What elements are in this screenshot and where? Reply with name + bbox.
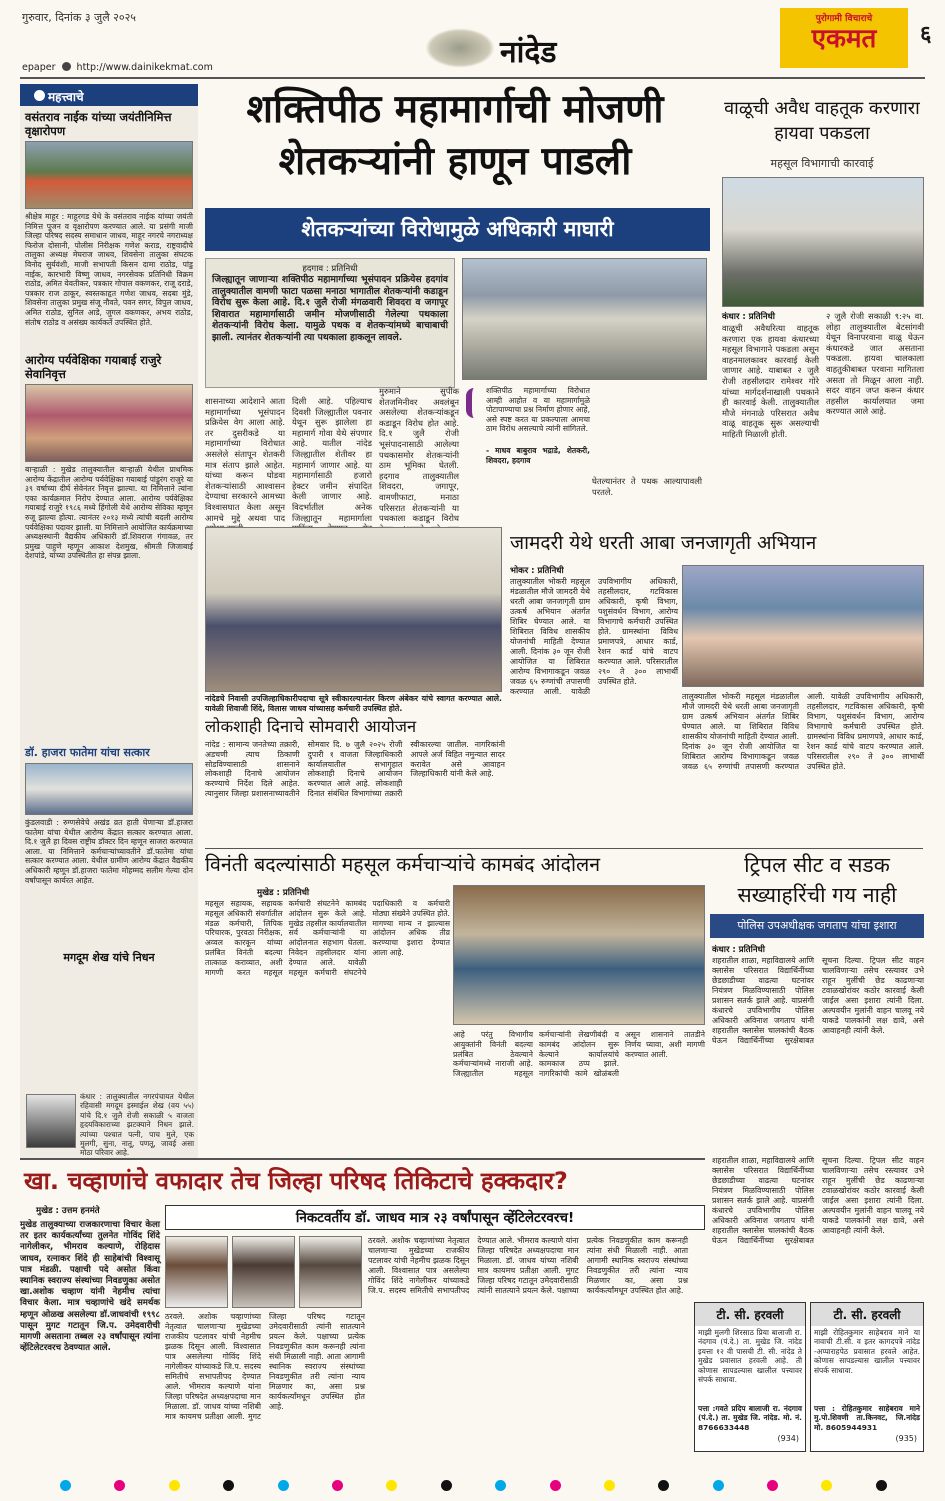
obituary-title: मगदूम शेख यांचे निधन	[63, 951, 155, 964]
lead-quote-box	[466, 386, 590, 468]
right-top-photo	[722, 177, 924, 307]
jamdari-body: तालुक्यातील भोकरी महसूल मंडळातील मौजे जामदरी येथे धरती आबा जनजागृती ग्राम उत्कर्ष अभियान अंतर्गत शिबिर घेण्यात आले. या शिबिरात विविध शासकीय योजनांची माहिती देण्यात आली. दिनांक ३० जून रोजी आयोजित या शिबिरात आरोग्य विभागाकडून जवळ जवळ ६५ रुग्णांची तपासणी करण्यात आली. यावेळी उपविभागीय अधिकारी, तहसीलदार, गटविकास अधिकारी, कृषी विभाग, पशुसंवर्धन विभाग, आरोग्य विभागाचे कर्मचारी उपस्थित होते. ग्रामस्थांना विविध प्रमाणपत्रे, आधार कार्ड, रेशन कार्ड यांचे वाटप करण्यात आले. परिसरातील २९० ते ३०० लाभार्थी उपस्थित होते.	[510, 577, 678, 696]
bottom-lead-headline: खा. चव्हाणांचे वफादार तेच जिल्हा परिषद तिकिटाचे हक्कदार?	[24, 1167, 568, 1195]
cyan-mark-icon	[60, 1480, 71, 1491]
yellow-mark-icon	[386, 1480, 397, 1491]
black-mark-icon	[876, 1480, 887, 1491]
quote-mark-icon	[466, 388, 482, 418]
lokshahi-body: नांदेड : सामान्य जनतेच्या तक्रारी, अडचणी त्याच ठिकाणी सोडविण्यासाठी शासनाने लोकशाही दिनाचे आयोजन करण्याचे निर्देश दिले आहेत. त्यानुसार जिल्हा प्रशासनाच्यावतीने सोमवार दि. ७ जुलै २०२५ रोजी दुपारी १ वाजता जिल्हाधिकारी कार्यालयातील सभागृहात लोकशाही दिनाचे आयोजन करण्यात आले आहे. लोकशाही दिनात संबंधित विभागांच्या तक्रारी स्वीकारल्या जातील. नागरिकांनी आपले अर्ज विहित नमुन्यात सादर करावेत असे आवाहन जिल्हाधिकारी यांनी केले आहे.	[205, 740, 505, 798]
jamdari-dateline: भोकर : प्रतिनिधी	[510, 566, 564, 576]
tripal-body: शहरातील शाळा, महाविद्यालये आणि क्लासेस परिसरात विद्यार्थिनींच्या छेडछाडीच्या वाढत्या घटनांवर नियंत्रण मिळविण्यासाठी पोलिस प्रशासन सतर्क झाले आहे. याप्रसंगी कंधारचे उपविभागीय पोलिस अधिकारी अविनाश जगताप यांनी शहरातील क्लासेस चालकांची बैठक घेऊन विद्यार्थिनींच्या सुरक्षेबाबत सूचना दिल्या. ट्रिपल सीट वाहन चालविणाऱ्या तसेच रस्त्यावर उभे राहून मुलींची छेड काढणाऱ्या टवाळखोरांवर कठोर कारवाई केली जाईल असा इशारा त्यांनी दिला. अल्पवयीन मुलांनी वाहन चालवू नये याकडे पालकांनी लक्ष द्यावे, असे आवाहनही त्यांनी केले.	[712, 956, 924, 1045]
lead-headline-1: शक्तिपीठ महामार्गाची मोजणी	[246, 87, 664, 132]
vinanti-body2: आहे परंतु विभागीय आयुक्तांनी विनंती बदल्या प्रलंबित ठेवल्याने कर्मचाऱ्यांमध्ये नाराजी आहे. जिल्ह्यातील महसूल कर्मचाऱ्यांनी लेखणीबंदी व कामबंद आंदोलन सुरू केल्याने कार्यालयांचे कामकाज ठप्प झाले. नागरिकांची कामे खोळंबली असून शासनाने तातडीने निर्णय घ्यावा, अशी मागणी करण्यात आली.	[453, 1030, 705, 1079]
obituary-photo	[26, 1094, 76, 1148]
yellow-mark-icon	[604, 1480, 615, 1491]
classified-ad-2	[810, 1302, 924, 1452]
sidebar-item2-body: बाऱ्हाळी : मुखेड तालुक्यातील बाऱ्हाळी येथील प्राथमिक आरोग्य केंद्रातील आरोग्य पर्यवेक्षिका गयाबाई पांडुरंग राजुरे या ३९ वर्षाच्या दीर्घ सेवेनंतर निवृत्त झाल्या. या निमित्ताने त्यांना एका कार्यक्रमात निरोप देण्यात आला. आरोग्य पर्यवेक्षिका गयाबाई राजुरे १९८६ मध्ये हिंगोली येथे आरोग्य सेविका म्हणून रुजू झाल्या होत्या. त्यानंतर २०१३ मध्ये त्यांची बदली आरोग्य पर्यवेक्षिका पदावर झाली. या निमित्ताने आयोजित कार्यक्रमाच्या अध्यक्षस्थानी वैद्यकीय अधिकारी डॉ.शिवराज गंगावळ, तर प्रमुख पाहुणे म्हणून आकाश देशमुख, श्रीमती जिजाबाई देशपांडे, यांच्या उपस्थितीत हा संपन्न झाला.	[25, 465, 193, 561]
lead-col4: घेतल्यानंतर ते पथक आल्यापावली परतले.	[592, 476, 702, 497]
right-top-sub: महसूल विभागाची कारवाई	[770, 157, 874, 170]
section-rule-1	[205, 848, 923, 849]
center-photo-caption: नांदेडचे निवासी उपजिल्हाधिकारीपदाचा सूत्रे स्वीकारल्यानंतर किरण अंबेकर यांचे स्वागत करण्यात आले. यावेळी शिवाजी शिंदे, विलास जाधव यांच्यासह कर्मचारी उपस्थित होते.	[205, 694, 502, 713]
globe-icon	[62, 62, 71, 71]
epaper-link[interactable]: epaper http://www.dainikekmat.com	[22, 62, 213, 73]
bottom-photo-2	[232, 1236, 295, 1308]
masthead-edition: नांदेड	[500, 35, 557, 70]
bottom-lead-body-cont: ठरवले. अशोक चव्हाणांच्या नेतृत्वात चालणाऱ्या मुखेडच्या राजकीय पटलावर यांची नेहमीच झळक दिसून आली. विश्वासात पात्र असलेल्या गोविंद शिंदे नागेलीकर यांच्याकडे जि.प. सदस्य समितीचे सभापतीपद देण्यात आले. भीमराव कल्याणे यांना जिल्हा परिषदेत अध्यक्षपदाचा मान मिळाला. डॉ. जाधव यांच्या नशिबी मात्र कायमच प्रतीक्षा आली. मुगट जिल्हा परिषद गटातून उमेदवारीसाठी त्यांनी सातत्याने प्रयत्न केले. पक्षाच्या प्रत्येक निवडणुकीत काम करूनही त्यांना संधी मिळाली नाही. आता आगामी स्थानिक स्वराज्य संस्थांच्या निवडणुकीत तरी त्यांना न्याय मिळणार का, असा प्रश्न कार्यकर्त्यांमधून उपस्थित होत आहे.	[368, 1236, 688, 1295]
registration-marks-bottom	[60, 1480, 890, 1494]
tripal-sub: पोलिस उपअधीक्षक जगताप यांचा इशारा	[710, 914, 924, 938]
right-top-dateline: कंधार : प्रतिनिधी	[722, 312, 775, 322]
lead-subhead: शेतकऱ्यांच्या विरोधामुळे अधिकारी माघारी	[205, 208, 710, 251]
sidebar-item1-body: श्रीक्षेत्र माहूर : माहूरगड येथे के वसंतराव नाईक यांच्या जयंती निमित्त पूजन व वृक्षारोपण करण्यात आले. या प्रसंगी माजी जिल्हा परिषद सदस्य समाधान जाधव, माहूर नगरचे नगराध्यक्ष फिरोज दोसानी, पोलीस निरीक्षक गणेश कराड, राष्ट्रवादीचे तालुका अध्यक्ष मेघराज जाधव, शिवसेना तालुका संघटक विनोद सुर्यवंशी, माजी सभापती किसन दामा राठोड, पांडु नाईक, कारभारी विष्णु जाधव, नगरसेवक प्रतिनिधी विक्रम राठोड, अमित येवतीकर, पत्रकार गोपाल वकणकर, राजू दराडे, पत्रकार राज ठाकूर, स्वस्तकाहृत गणेश जाधव, सदबा मुंडे, शिवसेना तालुका प्रमुख संजू नौवते, पवन सगर, विपुल जाधव, अमित राठोड, सुनिल आडे, जुगल वकणकर, अभय राठोड, संतोष राठोड व असंख्य कार्यकर्ते उपस्थित होते.	[25, 212, 193, 327]
sidebar-item3-body: कुंडलवाडी : रुग्णसेवेचे अखंड व्रत हाती घेणाऱ्या डॉ.हाजरा फातेमा यांचा येथील आरोग्य केंद्रात सत्कार करण्यात आला. दि.१ जुलै हा दिवस राष्ट्रीय डॉक्टर दिन म्हणून साजरा करण्यात आला. या निमित्ताने कर्मचाऱ्यांच्यावतीने डॉ.फातेमा यांचा सत्कार करण्यात आला. येथील ग्रामीण आरोग्य केंद्रात वैद्यकीय अधिकारी म्हणून डॉ.हाजरा फातेमा मोहम्मद सलीम गेल्या दोन वर्षांपासून कार्यरत आहेत.	[25, 818, 193, 885]
lead-col1: शासनाच्या आदेशाने आता महामार्गाच्या भूसंपादन प्रक्रियेस वेग आला आहे. तर दुसरीकडे या महामार्गाच्या विरोधात असलेले संतापून शेतकरी मात्र संताप झाले आहेत. यांच्या करून घोडवा शेतकऱ्यांसाठी आश्वासन देण्याचा सरकारने आमच्या विश्वासघात केला असून आमचे मुद्दे अथवा पाद	[205, 396, 285, 523]
tripal-dateline: कंधार : प्रतिनिधी	[712, 945, 765, 955]
lead-intro: जिल्ह्यातून जाणाऱ्या शक्तिपीठ महामार्गाच्या भूसंपादन प्रक्रियेस हदगांव तालुक्यातील वामणी फाटा पळसा मनाठा भागातील शेतकऱ्यांनी कडाडून विरोध सुरू केला आहे. दि.१ जुलै रोजी मंगळवारी शिवदरा व जगापूर शिवारात महामार्गासाठी जमीन मोजणीसाठी गेलेल्या पथकाला शेतकऱ्यांनी विरोध केला. यामुळे पथक व शेतकऱ्यांमध्ये बाचाबाची झाली. त्यानंतर शेतकऱ्यांनी त्या पथकाला हाकलून लावले.	[212, 274, 448, 343]
ad2-title: टी. सी. हरवली	[811, 1303, 923, 1326]
vinanti-headline: विनंती बदल्यांसाठी महसूल कर्मचाऱ्यांचे कामबंद आंदोलन	[205, 853, 601, 876]
jamdari-headline: जामदरी येथे धरती आबा जनजागृती अभियान	[510, 532, 817, 554]
sidebar-item1-title: वसंतराव नाईक यांच्या जयंतीनिमित्त वृक्षारोपण	[25, 110, 172, 138]
black-mark-icon	[441, 1480, 452, 1491]
vinanti-dateline: मुखेड : प्रतिनिधी	[257, 888, 310, 898]
lead-quote-by: - माधव बाबुराव भद्राडे, शेतकरी, शिवदरा, हदगाव	[486, 446, 590, 465]
masthead	[0, 0, 945, 82]
masthead-map-graphic	[425, 28, 495, 68]
vinanti-body: महसूल सहायक, सहायक महसूल अधिकारी संवर्गातील मंडळ कर्मचारी, लिपिक परिचारक, पुरवठा निरीक्षक, अव्वल कारकून यांच्या प्रलंबित विनंती बदल्या तात्काळ कराव्यात, अशी मागणी करत महसूल कर्मचारी संघटनेने कामबंद आंदोलन सुरू केले आहे. मुखेड तहसील कार्यालयातील सर्व कर्मचाऱ्यांनी या आंदोलनात सहभाग घेतला. निवेदन तहसीलदार यांना देण्यात आले. यावेळी महसूल कर्मचारी संघटनेचे पदाधिकारी व कर्मचारी मोठ्या संख्येने उपस्थित होते. मागण्या मान्य न झाल्यास आंदोलन अधिक तीव्र करण्याचा इशारा देण्यात आला आहे.	[205, 899, 450, 977]
cyan-mark-icon	[495, 1480, 506, 1491]
lead-intro-box	[205, 258, 455, 388]
lead-col3: मुरुमाने सुपीक शेतजमिनीवर अवलंबून असलेल्या शेतकऱ्यांकडून कडाडून विरोध होत आहे. दि.१ जुलै रोजी भूसंपादनासाठी आलेल्या पथकासमोर शेतकऱ्यांनी ठाम भूमिका घेतली. हदगाव तालुक्यातील शिवदरा, जगापूर, वामणीफाटा, मनाठा परिसरात शेतकऱ्यांनी या पथकाला कडाडून विरोध	[379, 386, 459, 524]
lead-headline-2: शेतकऱ्यांनी हाणून पाडली	[278, 139, 632, 184]
jamdari-body-right: तालुक्यातील भोकरी महसूल मंडळातील मौजे जामदरी येथे धरती आबा जनजागृती ग्राम उत्कर्ष अभियान अंतर्गत शिबिर घेण्यात आले. या शिबिरात विविध शासकीय योजनांची माहिती देण्यात आली. दिनांक ३० जून रोजी आयोजित या शिबिरात आरोग्य विभागाकडून जवळ जवळ ६५ रुग्णांची तपासणी करण्यात आली. यावेळी उपविभागीय अधिकारी, तहसीलदार, गटविकास अधिकारी, कृषी विभाग, पशुसंवर्धन विभाग, आरोग्य विभागाचे कर्मचारी उपस्थित होते. ग्रामस्थांना विविध प्रमाणपत्रे, आधार कार्ड, रेशन कार्ड यांचे वाटप करण्यात आले. परिसरातील २९० ते ३०० लाभार्थी उपस्थित होते.	[682, 692, 924, 771]
magenta-mark-icon	[332, 1480, 343, 1491]
sidebar-item2-title: आरोग्य पर्यवेक्षिका गयाबाई राजुरे सेवानिवृत्त	[25, 353, 162, 381]
classified-ad-1	[694, 1302, 806, 1452]
masthead-rule	[20, 77, 925, 79]
vinanti-photo	[453, 885, 705, 1025]
cyan-mark-icon	[278, 1480, 289, 1491]
lead-quote: शक्तिपीठ महामार्गाच्या विरोधात आम्ही आहोत व या महामार्गामुळे पोटापाण्याचा प्रश्न निर्माण होणार आहे, असे स्पष्ट करत या प्रकल्पाला आमचा ठाम विरोध असल्याचे त्यांनी सांगितले.	[486, 386, 590, 434]
center-photo	[205, 527, 502, 692]
logo-tagline: पुरोगामी विचाराचे	[815, 14, 873, 24]
lead-col2: दिली आहे. पहिल्याच दिवशी जिल्ह्यातील पवनार येथून सुरू झालेला हा महामार्ग गोवा येथे संपणार आहे. यातील नांदेड जिल्ह्यातील शेतीवर हा महामार्ग जाणार आहे. या महामार्गासाठी हजारो हेक्टर जमीन संपादित केली जाणार आहे. विदर्भातील अनेक जिल्ह्यातून महामार्गाला	[292, 396, 372, 523]
ad2-contact: पत्ता : रोहितकुमार साहेबराव माने मु.पो.शिवणी ता.किनवट, जि.नांदेड मो. 8605944931	[814, 1404, 920, 1432]
lokshahi-headline: लोकशाही दिनाचे सोमवारी आयोजन	[205, 717, 417, 736]
tripal-body-cont: शहरातील शाळा, महाविद्यालये आणि क्लासेस परिसरात विद्यार्थिनींच्या छेडछाडीच्या वाढत्या घटनांवर नियंत्रण मिळविण्यासाठी पोलिस प्रशासन सतर्क झाले आहे. याप्रसंगी कंधारचे उपविभागीय पोलिस अधिकारी अविनाश जगताप यांनी शहरातील क्लासेस चालकांची बैठक घेऊन विद्यार्थिनींच्या सुरक्षेबाबत सूचना दिल्या. ट्रिपल सीट वाहन चालविणाऱ्या तसेच रस्त्यावर उभे राहून मुलींची छेड काढणाऱ्या टवाळखोरांवर कठोर कारवाई केली जाईल असा इशारा त्यांनी दिला. अल्पवयीन मुलांनी वाहन चालवू नये याकडे पालकांनी लक्ष द्यावे, असे आवाहनही त्यांनी केले.	[712, 1156, 924, 1245]
yellow-mark-icon	[169, 1480, 180, 1491]
ad1-code: (934)	[777, 1434, 799, 1443]
bottom-lead-subhead: निकटवर्तीय डॉ. जाधव मात्र २३ वर्षांपासून व्हेंटिलेटरवरच!	[165, 1205, 705, 1230]
yellow-mark-icon	[821, 1480, 832, 1491]
magenta-mark-icon	[114, 1480, 125, 1491]
bottom-photo-3	[299, 1236, 362, 1308]
bottom-photo-1	[165, 1236, 228, 1308]
bullet-icon	[34, 90, 45, 101]
ad1-body: माझी मुलगी शिरसाठ प्रिया बालाजी रा. नंदगाव (पं.दे.) ता. मुखेड जि. नांदेड इयत्ता १२ वी पासची टी. सी. नांदेड ते मुखेड प्रवासात हरवली आहे. ती कोणास सापडल्यास खालील पत्त्यावर संपर्क साधावा.	[698, 1328, 802, 1385]
magenta-mark-icon	[767, 1480, 778, 1491]
section-rule-2	[20, 1158, 705, 1160]
sidebar-item3-photo	[25, 763, 193, 815]
logo	[780, 8, 908, 68]
right-top-body: वाळूची अवैधरित्या वाहतूक करणारा एक हायवा कंधारच्या महसूल विभागाने पकडला असून वाहनमालकावर कारवाई केली जाणार आहे. याबाबत २ जुलै रोजी तहसीलदार रामेश्वर गोरे यांच्या मार्गदर्शनाखाली पथकाने ही कारवाई केली. तालुक्यातील मौजे मंगनाळे परिसरात अवैध वाळू वाहतूक सुरू असल्याची माहिती मिळाली होती.	[722, 323, 819, 439]
black-mark-icon	[658, 1480, 669, 1491]
ad1-title: टी. सी. हरवली	[695, 1303, 805, 1326]
sidebar-item2-photo	[25, 384, 193, 462]
ad1-contact: पत्ता :गवते प्रदिप बालाजी रा. नंदगाव (पं.दे.) ता. मुखेड जि. नांदेड. मो. नं. 8766633448	[698, 1404, 802, 1432]
black-mark-icon	[223, 1480, 234, 1491]
bottom-lead-intro: मुखेड तालुक्याच्या राजकारणाचा विचार केला तर इतर कार्यकर्त्यांच्या तुलनेत गोविंद शिंदे नागेलीकर, भीमराव कल्याणे, रोहिदास जाधव, रत्नाकर शिंदे ही साहेबांची विश्वासू पात्र मंडळी. पक्षाची पदे असोत किंवा स्थानिक स्वराज्य संस्थांच्या निवडणुका असोत खा.अशोक चव्हाण यांनी नेहमीच त्यांचा विचार केला. मात्र चव्हाणांचे खंदे समर्थक म्हणून ओळख असलेल्या डॉ.जाधवांची १९९८ पासून मुगट गटातून जि.प. उमेदवारीची मागणी असताना तब्बल २३ वर्षांपासून त्यांना व्हेंटिलेटरवरच ठेवण्यात आले.	[20, 1220, 160, 1354]
ad2-code: (935)	[895, 1434, 917, 1443]
sidebar-item1-photo	[25, 141, 193, 209]
jamdari-photo	[682, 565, 924, 687]
tripal-headline: ट्रिपल सीट व सडक सख्याहरिंची गय नाही	[737, 853, 897, 907]
page-number: ६	[920, 22, 932, 47]
bottom-lead-body: ठरवले. अशोक चव्हाणांच्या नेतृत्वात चालणाऱ्या मुखेडच्या राजकीय पटलावर यांची नेहमीच झळक दिसून आली. विश्वासात पात्र असलेल्या गोविंद शिंदे नागेलीकर यांच्याकडे जि.प. सदस्य समितीचे सभापतीपद देण्यात आले. भीमराव कल्याणे यांना जिल्हा परिषदेत अध्यक्षपदाचा मान मिळाला. डॉ. जाधव यांच्या नशिबी मात्र कायमच प्रतीक्षा आली. मुगट जिल्हा परिषद गटातून उमेदवारीसाठी त्यांनी सातत्याने प्रयत्न केले. पक्षाच्या प्रत्येक निवडणुकीत काम करूनही त्यांना संधी मिळाली नाही. आता आगामी स्थानिक स्वराज्य संस्थांच्या निवडणुकीत तरी त्यांना न्याय मिळणार का, असा प्रश्न कार्यकर्त्यांमधून उपस्थित होत आहे.	[165, 1312, 365, 1421]
ad2-body: माझी रोहितकुमार साहेबराव माने या नावाची टी.सी. व इतर कागदपत्रे नांदेड -अप्पाराहपेठ प्रवासात हरवले आहेत. कोणास सापडल्यास खालील पत्त्यावर संपर्क साधावा.	[814, 1328, 920, 1375]
right-top-body2: २ जुलै रोजी सकाळी ९:२५ वा. लोहा तालुक्यातील बेटसांगवी येथून विनापरवाना वाळू घेऊन कंधारकडे जात असताना पकडला. हायवा चालकाला वाहतुकीबाबत परवाना मागितला असता तो मिळून आला नाही. सदर वाहन जप्त करून कंधार तहसील कार्यालयात जमा करण्यात आले आहे.	[826, 311, 924, 417]
obituary-body: कंधार : तालुक्यातील नगरपंचायत येथील रहिवासी मगदूम इस्माईल शेख (वय ५५) यांचे दि.१ जुलै रोजी सकाळी ५ वाजता हृदयविकाराच्या झटक्याने निधन झाले. त्यांच्या पश्चात पत्नी, पाच मुले, एक मुलगी, सुना, नातू, पणतू, जावई असा मोठा परिवार आहे.	[80, 1092, 194, 1158]
sidebar-section-title: महत्त्वाचे	[20, 84, 198, 106]
sidebar	[20, 84, 198, 1159]
sidebar-item3-title: डॉ. हाजरा फातेमा यांचा सत्कार	[25, 746, 150, 759]
lead-dateline: हदगाव : प्रतिनिधी	[302, 264, 358, 274]
bottom-lead-dateline: मुखेड : उत्तम हनमंते	[36, 1206, 100, 1216]
logo-name: एकमत	[811, 24, 877, 54]
cyan-mark-icon	[713, 1480, 724, 1491]
masthead-date: गुरुवार, दिनांक ३ जुलै २०२५	[22, 11, 137, 24]
lead-photo	[462, 258, 707, 380]
right-top-headline: वाळूची अवैध वाहतूक करणारा हायवा पकडला	[724, 98, 920, 144]
magenta-mark-icon	[550, 1480, 561, 1491]
